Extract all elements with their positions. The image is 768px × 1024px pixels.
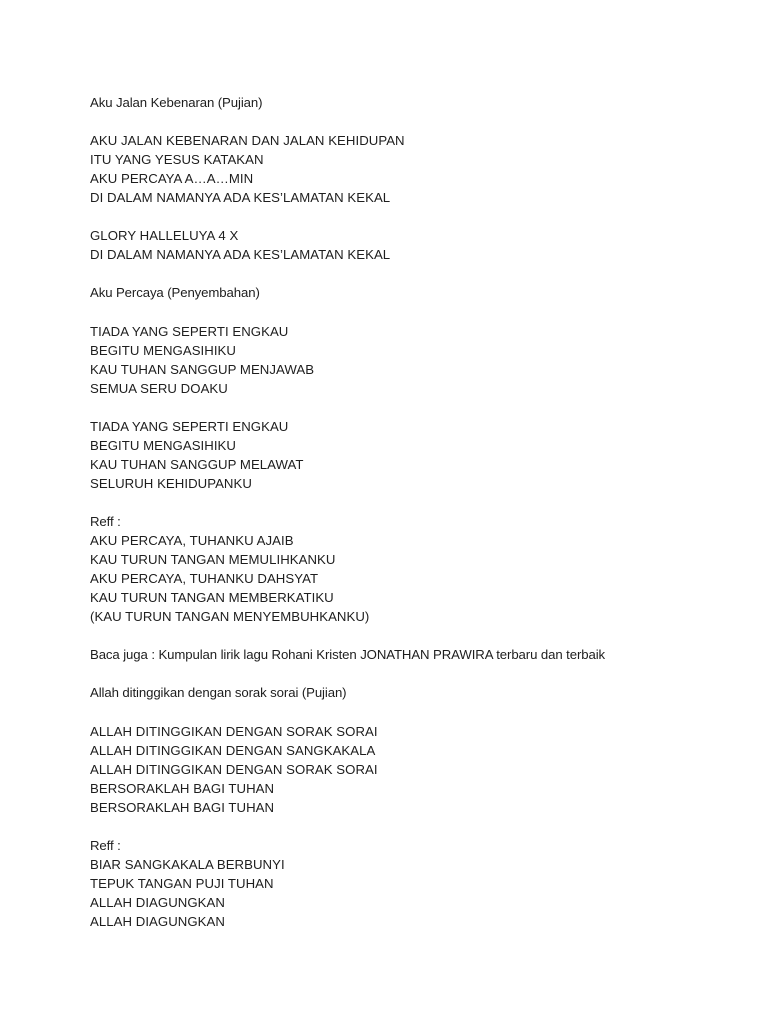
lyric-line: KAU TUHAN SANGGUP MELAWAT	[90, 456, 304, 472]
lyric-line: DI DALAM NAMANYA ADA KES’LAMATAN KEKAL	[90, 190, 391, 206]
stanza	[90, 226, 730, 264]
song-title: Aku Jalan Kebenaran (Pujian)	[90, 95, 263, 110]
lyric-line: KAU TURUN TANGAN MEMBERKATIKU	[90, 590, 334, 606]
song-title: Aku Percaya (Penyembahan)	[90, 285, 260, 301]
blank-line	[90, 207, 730, 226]
lyric-line: ALLAH DIAGUNGKAN	[90, 894, 225, 910]
lyric-line: AKU PERCAYA, TUHANKU DAHSYAT	[90, 571, 319, 587]
blank-line	[90, 703, 730, 722]
lyric-line: TIADA YANG SEPERTI ENGKAU	[90, 323, 289, 339]
blank-line	[90, 626, 730, 645]
refrain	[90, 512, 730, 626]
lyric-line: SELURUH KEHIDUPANKU	[90, 475, 252, 491]
lyric-line: BEGITU MENGASIHIKU	[90, 437, 236, 453]
blank-line	[90, 817, 730, 836]
lyric-line: KAU TUHAN SANGGUP MENJAWAB	[90, 361, 315, 377]
song-title: Allah ditinggikan dengan sorak sorai (Pujian)	[90, 685, 347, 701]
lyric-line: BERSORAKLAH BAGI TUHAN	[90, 780, 275, 796]
lyric-line: TIADA YANG SEPERTI ENGKAU	[90, 418, 289, 434]
lyric-line: AKU PERCAYA A…A…MIN	[90, 171, 254, 187]
lyric-line: SEMUA SERU DOAKU	[90, 380, 228, 396]
read-also-note: Baca juga : Kumpulan lirik lagu Rohani Kristen JONATHAN PRAWIRA terbaru dan terbaik	[90, 647, 606, 663]
blank-line	[90, 112, 730, 131]
stanza	[90, 322, 730, 398]
blank-line	[90, 664, 730, 683]
lyric-line: GLORY HALLELUYA 4 X	[90, 228, 239, 244]
lyric-line: AKU PERCAYA, TUHANKU AJAIB	[90, 533, 294, 549]
lyric-line: ALLAH DITINGGIKAN DENGAN SORAK SORAI	[90, 761, 378, 777]
blank-line	[90, 398, 730, 417]
blank-line	[90, 493, 730, 512]
lyric-line: ITU YANG YESUS KATAKAN	[90, 152, 264, 168]
lyric-line: ALLAH DITINGGIKAN DENGAN SORAK SORAI	[90, 723, 378, 739]
stanza	[90, 722, 730, 817]
refrain-label: Reff :	[90, 514, 121, 530]
stanza	[90, 131, 730, 207]
lyric-line: BEGITU MENGASIHIKU	[90, 342, 236, 358]
blank-line	[90, 303, 730, 322]
lyric-line: BIAR SANGKAKALA BERBUNYI	[90, 856, 285, 872]
lyric-line: AKU JALAN KEBENARAN DAN JALAN KEHIDUPAN	[90, 133, 405, 149]
refrain	[90, 836, 730, 931]
lyric-line: DI DALAM NAMANYA ADA KES’LAMATAN KEKAL	[90, 247, 391, 263]
blank-line	[90, 264, 730, 283]
lyric-line: (KAU TURUN TANGAN MENYEMBUHKANKU)	[90, 609, 370, 625]
lyric-line: TEPUK TANGAN PUJI TUHAN	[90, 875, 274, 891]
lyric-line: ALLAH DIAGUNGKAN	[90, 914, 225, 930]
lyric-line: ALLAH DITINGGIKAN DENGAN SANGKAKALA	[90, 742, 376, 758]
lyric-line: BERSORAKLAH BAGI TUHAN	[90, 799, 275, 815]
document-body	[90, 93, 730, 931]
lyric-line: KAU TURUN TANGAN MEMULIHKANKU	[90, 552, 336, 568]
refrain-label: Reff :	[90, 837, 121, 853]
stanza	[90, 417, 730, 493]
